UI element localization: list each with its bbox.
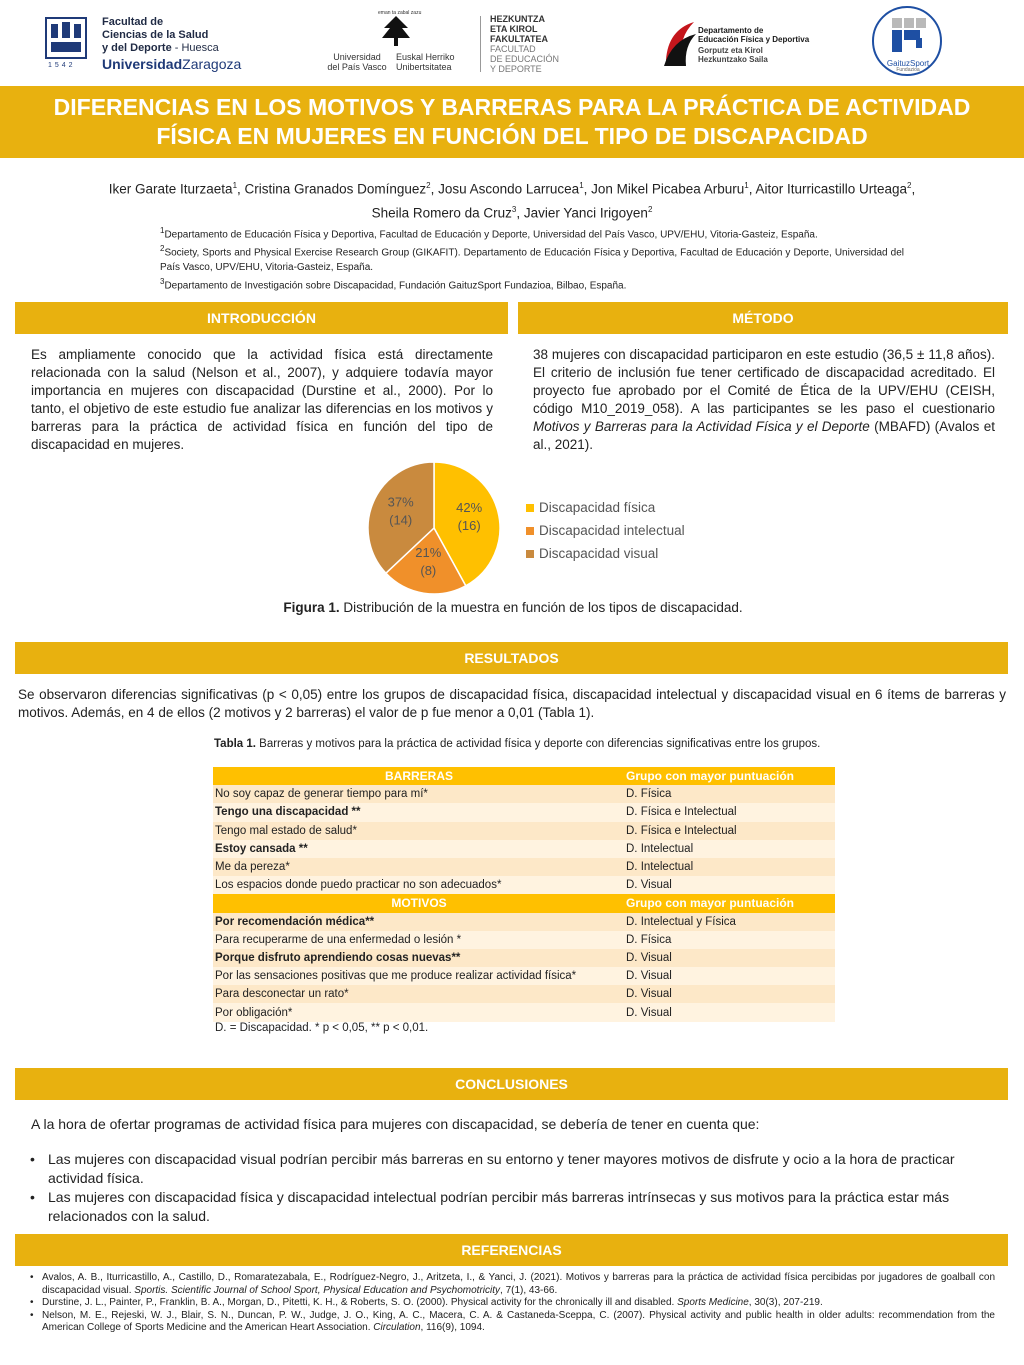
- table-row: [213, 1003, 835, 1021]
- table-cell-group: D. Visual: [626, 970, 672, 983]
- table-row: [213, 949, 835, 967]
- unizar-name-light: Zaragoza: [182, 56, 242, 72]
- ehu-motto: eman ta zabal zazu: [378, 10, 422, 16]
- table-caption: [214, 737, 834, 751]
- author-name: Jon Mikel Picabea Arburu: [591, 181, 745, 197]
- unizar-faculty-line: Facultad de: [102, 16, 164, 28]
- unizar-faculty-line: [102, 42, 219, 55]
- author-name: Josu Ascondo Larrucea: [438, 181, 580, 197]
- author-name: Javier Yanci Irigoyen: [523, 205, 648, 220]
- table-cell-item: Tengo mal estado de salud*: [215, 824, 357, 837]
- reference-item: [30, 1297, 995, 1310]
- table-row: [213, 803, 835, 821]
- ehu-faculty-eu: [490, 14, 548, 44]
- legend-item: [526, 496, 685, 519]
- department-line: Hezkuntzako Saila: [698, 55, 768, 64]
- intro-paragraph: Es ampliamente conocido que la actividad física está directamente relacionada con la salud (Nelson et al., 2007), y adquiere todavía mayor importancia en mujeres con discapacidad (Durstine et al., 2000). Por lo tanto, el objetivo de este estudio fue analizar las diferencias en los motivos y barreras para la práctica de actividad física en función del tipo de discapacidad en mujeres.: [31, 347, 493, 452]
- table-cell-item: Tengo una discapacidad **: [215, 806, 361, 819]
- legend-label: Discapacidad intelectual: [539, 523, 685, 538]
- table-cell-group: D. Intelectual y Física: [626, 915, 736, 928]
- table-label: Tabla 1.: [214, 738, 256, 750]
- author-affiliation-mark: 2: [647, 204, 653, 214]
- table-cell-item: Estoy cansada **: [215, 842, 308, 855]
- table-row: [213, 913, 835, 931]
- pie-chart: [360, 456, 780, 601]
- pie-data-label: (16): [457, 517, 481, 533]
- table-cell-item: No soy capaz de generar tiempo para mí*: [215, 788, 428, 801]
- ehu-line: ETA KIROL: [490, 24, 538, 34]
- reference-journal: Sportis. Scientific Journal of School Sport, Physical Education and Psychomotricity: [134, 1284, 501, 1296]
- reference-item: [30, 1310, 995, 1335]
- ehu-faculty-es: [490, 44, 559, 74]
- legend-item: [526, 519, 685, 542]
- table-cell-group: D. Intelectual: [626, 861, 694, 874]
- table-row: [213, 931, 835, 949]
- table-caption-text: Barreras y motivos para la práctica de actividad física y deporte con diferencias significativas entre los grupos.: [255, 738, 821, 750]
- section-header-referencias: REFERENCIAS: [15, 1234, 1008, 1266]
- section-header-metodo: MÉTODO: [518, 302, 1008, 334]
- reference-text-end: , 7(1), 43-66.: [500, 1284, 558, 1296]
- pie-data-label: 42%: [456, 499, 483, 515]
- table-cell-group: D. Física: [626, 933, 672, 946]
- table-cell-group: D. Visual: [626, 951, 672, 964]
- table-row: [213, 840, 835, 858]
- author-name: Cristina Granados Domínguez: [244, 181, 427, 197]
- table-cell-group: D. Física e Intelectual: [626, 824, 737, 837]
- ehu-line: Y DEPORTE: [490, 64, 542, 74]
- reference-item: [30, 1272, 995, 1297]
- ehu-line: FAKULTATEA: [490, 34, 548, 44]
- figure-label: Figura 1.: [283, 600, 340, 615]
- reference-text: Durstine, J. L., Painter, P., Franklin, B. A., Morgan, D., Pitetti, K. H., & Roberts, S. O. (2000). Physical activity for the chronically ill and disabled.: [42, 1297, 678, 1308]
- table-header-motivos: [213, 894, 835, 912]
- unizar-faculty-line: Ciencias de la Salud: [102, 29, 209, 41]
- affiliation-mark: 3: [160, 276, 165, 286]
- logo-bar: [0, 0, 1024, 84]
- ehu-separator: [480, 16, 481, 72]
- author-name: Aitor Iturricastillo Urteaga: [755, 181, 908, 197]
- table-cell-item: Me da pereza*: [215, 861, 290, 874]
- department-name-eu: [698, 46, 768, 64]
- method-text-2: (MBAFD) (Avalos et al., 2021).: [533, 419, 995, 452]
- affiliation-text: Departamento de Educación Física y Deportiva, Facultad de Educación y Deporte, Universidad del País Vasco, UPV/EHU, Vitoria-Gasteiz, España.: [164, 229, 818, 241]
- section-header-resultados: RESULTADOS: [15, 642, 1008, 674]
- ehu-line: Euskal Herriko: [396, 52, 455, 62]
- table-cell-group: D. Visual: [626, 988, 672, 1001]
- pie-data-label: 21%: [415, 544, 442, 560]
- table-cell-group: D. Intelectual: [626, 842, 694, 855]
- table-row: [213, 985, 835, 1003]
- reference-text-end: , 116(9), 1094.: [420, 1322, 485, 1333]
- author-affiliation-mark: 3: [511, 204, 517, 214]
- affiliation-mark: 1: [160, 226, 165, 235]
- results-paragraph: Se observaron diferencias significativas (p < 0,05) entre los grupos de discapacidad física, discapacidad intelectual y discapacidad visual en 6 ítems de barreras y motivos. Además, en 4 de ellos (2 motivos y 2 barreras) el valor de p fue menor a 0,01 (Tabla 1).: [18, 687, 1006, 720]
- table-cell-item: Por recomendación médica**: [215, 915, 375, 928]
- pie-data-label: (14): [389, 512, 413, 528]
- section-header-conclusiones: CONCLUSIONES: [15, 1068, 1008, 1100]
- pie-data-label: 37%: [387, 494, 414, 510]
- legend-swatch: [526, 504, 534, 512]
- ehu-tree-icon: [376, 12, 416, 48]
- table-cell-item: Porque disfruto aprendiendo cosas nuevas**: [215, 951, 461, 964]
- poster-title: DIFERENCIAS EN LOS MOTIVOS Y BARRERAS PARA LA PRÁCTICA DE ACTIVIDAD FÍSICA EN MUJERES EN FUNCIÓN DEL TIPO DE DISCAPACIDAD: [53, 94, 971, 149]
- ehu-name-es: [326, 52, 388, 72]
- table-row: [213, 876, 835, 894]
- pie-chart-svg: [360, 456, 520, 601]
- legend-item: [526, 542, 685, 565]
- unizar-faculty-line-3: y del Deporte: [102, 42, 172, 54]
- legend-label: Discapacidad física: [539, 500, 656, 515]
- conclusion-item: • Las mujeres con discapacidad visual podrían percibir más barreras en su entorno y tener mayores motivos de disfrute y ocio a la hora de practicar actividad física.: [30, 1150, 990, 1188]
- table-cell-item: Los espacios donde puedo practicar no son adecuados*: [215, 879, 502, 892]
- title-band: [0, 86, 1024, 158]
- legend-swatch: [526, 527, 534, 535]
- table-row: [213, 858, 835, 876]
- affiliation-text: Departamento de Investigación sobre Discapacidad, Fundación GaituzSport Fundazioa, Bilbao, España.: [164, 279, 627, 291]
- affiliation-item: [160, 224, 904, 242]
- affiliation-list: [160, 224, 904, 293]
- reference-text-end: , 30(3), 207-219.: [748, 1297, 823, 1308]
- gaituzsport-sub: Fundazioa: [896, 67, 920, 73]
- author-list: Iker Garate Iturzaeta$^1$, Cristina Granados Domínguez$^2$, Josu Ascondo Larrucea$^1$, Jon Mikel Picabea Arburu$^1$, Aitor Iturricastillo Urteaga$^2$, Sheila Romero da Cruz$^3$, Javier Yanci Irigoyen$^2$: [108, 181, 916, 220]
- unizar-logo: [42, 12, 252, 74]
- table-row: [213, 822, 835, 840]
- table-cell-item: Por las sensaciones positivas que me produce realizar actividad física*: [215, 970, 577, 983]
- unizar-name-bold: Universidad: [102, 56, 183, 72]
- conclusions-intro: A la hora de ofertar programas de actividad física para mujeres con discapacidad, se debería de tener en cuenta que:: [31, 1116, 760, 1132]
- table-header-cell: Grupo con mayor puntuación: [626, 896, 795, 911]
- ehu-line: HEZKUNTZA: [490, 14, 545, 24]
- table-cell-group: D. Física: [626, 788, 672, 801]
- gaituzsport-name: GaituzSport: [886, 59, 930, 68]
- affiliation-text: Society, Sports and Physical Exercise Research Group (GIKAFIT). Departamento de Educación Física y Deportiva, Facultad de Educación y Deporte, Universidad del País Vasco, UPV/EHU, Vitoria-Gasteiz, España.: [160, 247, 904, 273]
- ehu-line: DE EDUCACIÓN: [490, 54, 560, 64]
- author-affiliation-mark: 1: [232, 181, 238, 190]
- reference-text: Avalos, A. B., Iturricastillo, A., Castillo, D., Romaratezabala, E., Rodríguez-Negro, J., Aritzeta, I., & Yanci, J. (2021). Motivos y barreras para la práctica de actividad física percibidas por jugadores de goalball con discapacidad visual.: [42, 1272, 995, 1296]
- ehu-line: Universidad: [333, 52, 381, 62]
- method-questionnaire-name: Motivos y Barreras para la Actividad Física y el Deporte: [533, 419, 870, 434]
- table-cell-group: D. Visual: [626, 879, 672, 892]
- author-name: Sheila Romero da Cruz: [371, 205, 512, 220]
- author-affiliation-mark: 2: [426, 181, 431, 190]
- ehu-line: del País Vasco: [327, 62, 387, 72]
- department-name-es: [698, 26, 809, 44]
- conclusion-item: • Las mujeres con discapacidad física y discapacidad intelectual podrían percibir más barreras intrínsecas y sus motivos para la práctica estar más relacionados con la salud.: [30, 1188, 990, 1226]
- author-name: Iker Garate Iturzaeta: [108, 181, 233, 197]
- table-row: [213, 785, 835, 803]
- results-table: [213, 767, 835, 1022]
- table-cell-item: Para recuperarme de una enfermedad o lesión *: [215, 933, 462, 946]
- chart-legend: [526, 496, 685, 565]
- affiliation-mark: 2: [160, 244, 165, 254]
- author-affiliation-mark: 1: [579, 181, 584, 190]
- author-affiliation-mark: 1: [744, 181, 749, 190]
- department-line: Educación Física y Deportiva: [698, 35, 810, 44]
- table-cell-item: Por obligación*: [215, 1006, 293, 1019]
- department-swoosh-icon: [660, 16, 700, 70]
- table-row: [213, 967, 835, 985]
- reference-journal: Circulation: [373, 1322, 421, 1333]
- figure-caption: [248, 600, 778, 615]
- table-header-cell: Grupo con mayor puntuación: [626, 769, 795, 784]
- pie-data-label: (8): [420, 562, 437, 578]
- table-header-cell: MOTIVOS: [391, 896, 447, 911]
- table-header-barreras: [213, 767, 835, 785]
- unizar-faculty-city: - Huesca: [174, 42, 219, 54]
- method-text-1: 38 mujeres con discapacidad participaron en este estudio (36,5 ± 11,8 años). El criterio de inclusión fue tener certificado de discapacidad acreditado. El proyecto fue aprobado por el Comité de Ética de la UPV/EHU (CEISH, código M10_2019_058). A las participantes se les paso el cuestionario: [533, 347, 995, 416]
- section-header-introduccion: INTRODUCCIÓN: [15, 302, 508, 334]
- ehu-line: FACULTAD: [490, 44, 536, 54]
- author-affiliation-mark: 2: [907, 181, 912, 190]
- table-cell-group: D. Física e Intelectual: [626, 806, 737, 819]
- legend-label: Discapacidad visual: [539, 546, 659, 561]
- method-paragraph: [533, 346, 995, 454]
- ehu-name-eu: [396, 52, 466, 72]
- department-logo: [660, 16, 850, 70]
- ehu-line: Unibertsitatea: [396, 62, 452, 72]
- ehu-logo: [326, 12, 576, 74]
- figure-caption-text: Distribución de la muestra en función de los tipos de discapacidad.: [339, 600, 743, 615]
- legend-swatch: [526, 550, 534, 558]
- conclusions-list: [30, 1150, 990, 1226]
- table-cell-item: Para desconectar un rato*: [215, 988, 349, 1001]
- department-line: Departamento de: [698, 26, 764, 35]
- gaituzsport-logo: [872, 6, 944, 78]
- table-cell-group: D. Visual: [626, 1006, 672, 1019]
- affiliation-item: [160, 242, 904, 274]
- unizar-year: 1542: [48, 62, 76, 69]
- unizar-faculty: [102, 16, 219, 55]
- affiliation-item: [160, 275, 904, 293]
- unizar-name: [102, 56, 241, 72]
- table-header-cell: BARRERAS: [384, 769, 453, 784]
- department-line: Gorputz eta Kirol: [698, 46, 763, 55]
- reference-journal: Sports Medicine: [677, 1297, 749, 1308]
- reference-text: Nelson, M. E., Rejeski, W. J., Blair, S. N., Duncan, P. W., Judge, J. O., King, A. C., Macera, C. A. & Castaneda-Sceppa, C. (2007). Physical activity and public health in older adults: recommendation from the American College of Sports Medicine and the American Heart Association.: [42, 1309, 995, 1333]
- table-note: D. = Discapacidad. * p < 0,05, ** p < 0,01.: [215, 1022, 429, 1034]
- references-list: [30, 1272, 995, 1335]
